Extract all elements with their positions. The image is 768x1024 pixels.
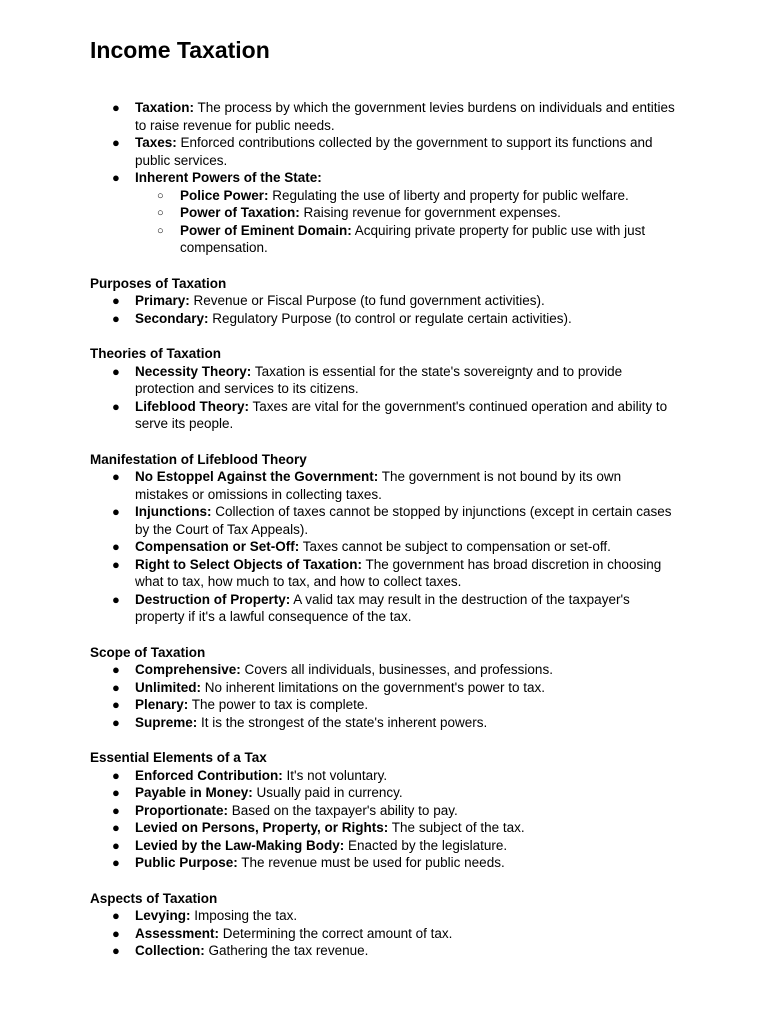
section-essential-elements: [90, 749, 768, 872]
item-text: Acquiring private property for public use with just compensation.: [180, 222, 646, 255]
list-item: [90, 907, 675, 925]
list-item: [90, 292, 675, 310]
section-heading: Manifestation of Lifeblood Theory: [90, 451, 307, 467]
list-item: [90, 837, 675, 855]
bullet-icon: ●: [112, 785, 120, 800]
page-title: Income Taxation: [90, 37, 270, 63]
item-text: Revenue or Fiscal Purpose (to fund government activities).: [189, 293, 545, 308]
list-item: [90, 398, 675, 433]
section-list: [90, 292, 768, 327]
bullet-icon: ●: [112, 310, 120, 326]
item-term: Taxes:: [135, 135, 177, 150]
list-item: [90, 310, 675, 328]
item-text: Based on the taxpayer's ability to pay.: [228, 802, 458, 818]
list-item: [90, 854, 675, 872]
item-term: Comprehensive:: [135, 662, 241, 677]
item-term: Inherent Powers of the State:: [135, 170, 322, 185]
item-term: Primary:: [135, 293, 190, 308]
list-item: [90, 679, 675, 697]
item-text: It is the strongest of the state's inherent powers.: [197, 714, 488, 730]
list-item: [90, 591, 675, 626]
item-text: The revenue must be used for public needs.: [237, 855, 505, 870]
bullet-icon: ●: [112, 293, 120, 308]
item-term: Power of Taxation:: [180, 205, 300, 220]
section-list: [90, 767, 768, 872]
item-text: Determining the correct amount of tax.: [219, 925, 453, 941]
section-heading: Scope of Taxation: [90, 644, 206, 660]
item-text: Enacted by the legislature.: [344, 837, 508, 853]
item-term: Collection:: [135, 943, 205, 958]
item-term: Secondary:: [135, 310, 209, 326]
section-list: [90, 907, 768, 960]
item-term: Enforced Contribution:: [135, 767, 283, 783]
bullet-icon: ●: [112, 170, 120, 185]
list-item: [90, 503, 675, 538]
sublist-item: [135, 222, 675, 257]
circle-bullet-icon: ○: [157, 189, 164, 202]
item-text: Taxes cannot be subject to compensation or set-off.: [299, 539, 611, 554]
item-term: Police Power:: [180, 187, 269, 203]
item-term: Destruction of Property:: [135, 591, 291, 607]
section-theories: [90, 345, 768, 433]
list-item: [90, 363, 675, 398]
item-term: Taxation:: [135, 100, 195, 115]
bullet-icon: ●: [112, 469, 120, 484]
intro-list: [90, 99, 768, 257]
bullet-icon: ●: [112, 398, 120, 414]
bullet-icon: ●: [112, 943, 120, 958]
bullet-icon: ●: [112, 363, 120, 379]
bullet-icon: ●: [112, 837, 120, 853]
list-item: [90, 696, 675, 714]
list-item: [90, 556, 675, 591]
list-item: [90, 134, 675, 169]
item-term: Compensation or Set-Off:: [135, 539, 300, 554]
powers-sublist: [135, 187, 675, 257]
item-text: It's not voluntary.: [282, 767, 388, 783]
bullet-icon: ●: [112, 100, 120, 115]
section-list: [90, 468, 768, 626]
item-text: Imposing the tax.: [190, 908, 298, 923]
item-text: The government has broad discretion in choosing what to tax, how much to tax, and how to collect taxes.: [135, 556, 662, 589]
bullet-icon: ●: [112, 504, 120, 519]
bullet-icon: ●: [112, 679, 120, 695]
item-term: Assessment:: [135, 925, 220, 941]
bullet-icon: ●: [112, 662, 120, 677]
item-text: Collection of taxes cannot be stopped by injunctions (except in certain cases by the Court of Tax Appeals).: [135, 504, 672, 537]
item-term: Proportionate:: [135, 802, 228, 818]
bullet-icon: ●: [112, 697, 120, 712]
list-item: [90, 468, 675, 503]
section-lifeblood-manifestation: [90, 451, 768, 626]
bullet-icon: ●: [112, 855, 120, 870]
section-heading: Essential Elements of a Tax: [90, 750, 267, 765]
item-text: Covers all individuals, businesses, and professions.: [240, 662, 553, 677]
item-text: The process by which the government levies burdens on individuals and entities to raise revenue for public needs.: [135, 100, 675, 133]
item-term: Necessity Theory:: [135, 363, 252, 379]
item-term: Unlimited:: [135, 679, 201, 695]
item-term: Levying:: [135, 908, 191, 923]
item-term: Plenary:: [135, 697, 189, 712]
section-scope: [90, 644, 768, 732]
bullet-icon: ●: [112, 820, 120, 835]
item-text: Taxes are vital for the government's continued operation and ability to serve its people.: [135, 398, 668, 431]
bullet-icon: ●: [112, 925, 120, 941]
item-text: Enforced contributions collected by the government to support its functions and public services.: [135, 135, 653, 168]
section-aspects: [90, 890, 768, 960]
bullet-icon: ●: [112, 539, 120, 554]
list-item: [90, 802, 675, 820]
item-term: Power of Eminent Domain:: [180, 222, 352, 238]
list-item: [90, 767, 675, 785]
bullet-icon: ●: [112, 908, 120, 923]
item-term: Levied on Persons, Property, or Rights:: [135, 820, 389, 835]
list-item: [90, 99, 675, 134]
list-item: [90, 714, 675, 732]
bullet-icon: ●: [112, 556, 120, 572]
section-heading: Theories of Taxation: [90, 346, 222, 361]
item-term: No Estoppel Against the Government:: [135, 469, 379, 484]
bullet-icon: ●: [112, 714, 120, 730]
item-text: A valid tax may result in the destruction of the taxpayer's property if it's a lawful consequence of the tax.: [135, 591, 630, 624]
item-term: Supreme:: [135, 714, 198, 730]
circle-bullet-icon: ○: [157, 224, 164, 237]
item-term: Public Purpose:: [135, 855, 238, 870]
list-item: [90, 784, 675, 802]
item-text: Taxation is essential for the state's sovereignty and to provide protection and services to its citizens.: [135, 363, 623, 396]
item-text: Raising revenue for government expenses.: [299, 205, 561, 220]
item-text: Regulating the use of liberty and property for public welfare.: [268, 187, 629, 203]
list-item: [90, 169, 675, 257]
item-term: Lifeblood Theory:: [135, 398, 249, 414]
item-term: Injunctions:: [135, 504, 212, 519]
sublist-item: [135, 204, 675, 222]
bullet-icon: ●: [112, 591, 120, 607]
sublist-item: [135, 187, 675, 205]
list-item: [90, 661, 675, 679]
item-text: The government is not bound by its own mistakes or omissions in collecting taxes.: [135, 469, 622, 502]
list-item: [90, 819, 675, 837]
item-term: Levied by the Law-Making Body:: [135, 837, 345, 853]
item-term: Payable in Money:: [135, 785, 253, 800]
item-text: Usually paid in currency.: [252, 785, 403, 800]
item-text: No inherent limitations on the government's power to tax.: [201, 679, 546, 695]
section-heading: Purposes of Taxation: [90, 275, 227, 291]
list-item: [90, 538, 675, 556]
item-text: Gathering the tax revenue.: [204, 943, 369, 958]
bullet-icon: ●: [112, 767, 120, 783]
section-purposes: [90, 275, 768, 328]
item-text: Regulatory Purpose (to control or regulate certain activities).: [208, 310, 572, 326]
bullet-icon: ●: [112, 135, 120, 150]
item-term: Right to Select Objects of Taxation:: [135, 556, 363, 572]
section-list: [90, 363, 768, 433]
list-item: [90, 925, 675, 943]
section-list: [90, 661, 768, 731]
list-item: [90, 942, 675, 960]
circle-bullet-icon: ○: [157, 207, 164, 219]
section-heading: Aspects of Taxation: [90, 890, 218, 906]
bullet-icon: ●: [112, 802, 120, 818]
item-text: The power to tax is complete.: [188, 697, 369, 712]
item-text: The subject of the tax.: [388, 820, 525, 835]
